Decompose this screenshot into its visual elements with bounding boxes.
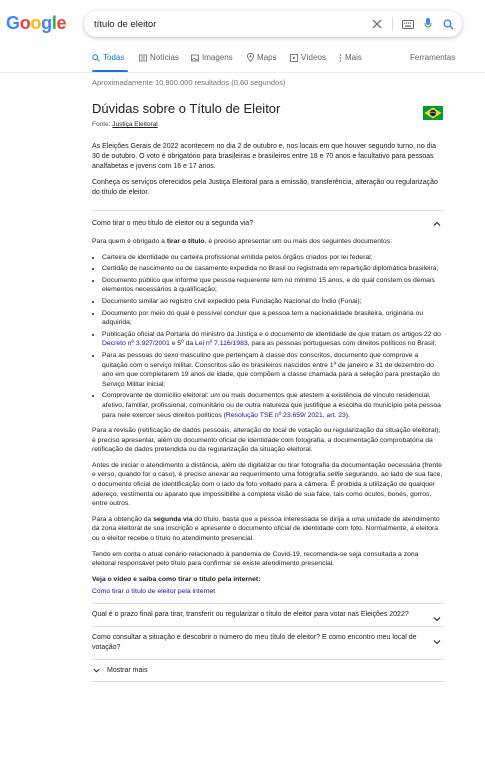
search-icon [92,54,100,62]
tab-images[interactable] [191,53,233,62]
faq-question-text: Qual é o prazo final para tirar, transferir ou regularizar o título de eleitor para votar nas Eleições 2022? [92,611,409,618]
resolution-link[interactable]: Resolução TSE nº 23.659/ 2021, art. 23 [225,411,346,419]
clear-icon[interactable] [369,16,385,32]
tab-more[interactable] [339,53,362,62]
search-input[interactable] [94,15,344,33]
search-tabs [0,50,485,73]
chevron-up-icon [432,219,442,229]
item-text: e 5º da [169,340,196,348]
panel-title: Dúvidas sobre o Título de Eleitor [92,101,281,116]
tab-label: Maps [257,53,277,62]
tab-label: Todas [103,53,125,62]
remote-service-paragraph [92,461,444,509]
tab-news[interactable] [139,53,179,62]
answer-intro [92,237,444,247]
item-text: Publicação oficial da Portaria do ministro da Justiça e o documento de identidade de que tratam os artigos 22 do [102,330,441,338]
documents-list [92,253,444,421]
logo-letter: o [19,13,31,33]
show-more-button[interactable] [92,659,444,681]
logo-letter: e [56,13,67,33]
image-icon [191,54,199,62]
para-text: Para a obtenção da [92,515,154,523]
chevron-down-icon [432,637,442,647]
source-prefix: Fonte: [92,121,113,128]
faq-question-how-to-get[interactable] [92,211,444,237]
tools-button[interactable] [410,53,455,62]
tab-all[interactable] [92,53,124,62]
list-item: • Para as pessoas do sexo masculino que pertençam à classe dos conscritos, documento que comprove a quitação com o serviço militar. Conscritos são os brasileiros nascidos entre 1º de janeiro e 31 de dezembro do ano em que completarem 19 anos de idade, que compõem a classe chamada para a seleção para prestação do Serviço Militar inicial; [102,351,444,389]
search-box [84,11,462,37]
source-link[interactable]: Justiça Eleitoral [112,121,158,128]
microphone-icon[interactable] [420,16,436,32]
tools-label: Ferramentas [410,53,456,62]
search-icon[interactable] [440,16,456,32]
knowledge-panel [92,101,444,682]
tab-videos[interactable] [290,53,326,62]
covid-paragraph: Tendo em conta o atual cenário relacionado à pandemia de Covid-19, recomenda-se seja consultada a zona eleitoral responsável pelo título para confirmar se existe atendimento presencial. [92,550,419,568]
logo-letter: o [30,13,42,33]
video-link-row [92,587,444,597]
tab-label: Vídeos [301,53,326,62]
video-link[interactable]: Como tirar o título de eleitor pela internet [92,588,216,596]
list-item: • Documento por meio do qual é possível concluir que a pessoa tem a nacionalidade brasileira, originária ou adquirida; [102,309,444,328]
item-text: Comprovante de domicílio eleitoral: um ou mais documentos que atestem a existência de vínculo residencial, afetivo, familiar, profissional, comunitário ou de outra natureza que justifique a escolha do município pela pessoa para nele exercer seus direitos políticos ( [102,392,441,419]
logo-letter: G [6,13,20,33]
video-icon [290,54,298,62]
faq-answer [92,237,444,597]
list-item [102,391,444,420]
list-item: • Carteira de identidade ou carteira profissional emitida pelos órgãos criados por lei federal; [102,253,444,263]
chevron-down-icon [432,614,442,624]
faq-question-text: Como consultar a situação e descobrir o número do meu título de eleitor? E como encontro meu local de votação? [92,634,417,651]
active-tab-indicator [92,70,128,72]
intro-bold: tirar o título [166,238,205,245]
news-icon [139,54,147,62]
brazil-flag-icon [423,106,443,120]
intro-text-end: , é preciso apresentar um ou mais dos seguintes documentos: [204,238,392,245]
video-heading-text: Veja o vídeo e saiba como tirar o título pela internet: [92,575,261,583]
logo-letter: g [41,13,52,33]
faq-question-text: Como tirar o meu título de eleitor ou a segunda via? [92,220,254,227]
second-copy-paragraph [92,515,444,544]
item-text: , para as pessoas portuguesas com direitos políticos no Brasil; [247,340,437,348]
search-divider [392,17,393,31]
logo-letter: l [51,13,57,33]
para-text: do título, basta que a pessoa interessada se dirija a uma unidade de atendimento da zona eleitoral de sua inscrição e apresente o documento oficial de identidade com foto. Normalmente, a eleitora ou o eleitor recebe o título no atendimento presencial. [92,515,440,543]
header [0,0,485,46]
map-pin-icon [247,53,254,62]
list-item [102,330,444,349]
divider [92,681,444,682]
panel-header [92,101,444,128]
revision-paragraph: Para a revisão (retificação de dados pessoais, alteração do local de votação ou regularização da situação eleitoral), é preciso apresentar, além do documento oficial de identidade com fotografia, a documentação comprobatória da retificação de dados pretendida ou da regularização da situação eleitoral. [92,427,441,454]
tab-label: Mais [345,53,362,62]
tab-maps[interactable] [247,53,277,62]
tab-label: Notícias [150,53,179,62]
result-stats: Aproximadamente 10.900.000 resultados (0,60 segundos) [92,78,286,87]
faq-accordion [92,210,444,682]
para-text: segurando, ao lado de sua face, o documento oficial de identificação com o lado da foto voltado para a câmera. É proibida a utilização de qualquer adereço, vestimenta ou aparato que impossibilite a completa visão de sua face, tais como óculos, bonés, gorros, entre outros. [92,471,443,508]
decree-link[interactable]: Decreto nº 3.927/2001 [102,340,170,348]
faq-question-deadline[interactable] [92,603,444,626]
google-logo[interactable] [6,13,66,34]
list-item: • Documento público que informe que pessoa requerente tem no mínimo 15 anos, e do qual constem os demais elementos necessários à qualificação; [102,276,444,295]
chevron-down-icon [92,666,101,675]
keyboard-icon[interactable] [400,16,416,32]
second-copy-bold: segunda via [153,515,193,523]
panel-source [92,121,444,128]
para-text: Antes de iniciar o atendimento a distância, além de digitalizar ou tirar fotografia da documentação necessária (frente e verso, quando for o caso), é preciso anexar ao requerimento uma fotografia [92,461,442,479]
video-heading [92,575,444,585]
intro-text: Para quem é obrigado a [92,238,167,245]
law-link[interactable]: Lei nº 7.116/1983 [195,340,248,348]
intro-paragraph: As Eleições Gerais de 2022 acontecem no dia 2 de outubro e, nos locais em que houver segundo turno, no dia 30 de outubro. O voto é obrigatório para brasileiras e brasileiros entre 18 e 70 anos e facultativo para pessoas analfabetas e jovens com 16 e 17 anos. [92,143,437,170]
item-text: ). [345,411,350,419]
selfie-text: selfie [327,471,344,479]
list-item: • Documento similar ao registro civil expedido pela Fundação Nacional do Índio (Funai); [102,297,444,307]
show-more-label: Mostrar mais [107,667,148,674]
faq-question-consult[interactable] [92,626,444,659]
services-paragraph: Conheça os serviços oferecidos pela Justiça Eleitoral para a emissão, transferência, alteração ou regularização do título de eleitor. [92,179,438,196]
list-item: • Certidão de nascimento ou de casamento expedida no Brasil ou registrada em repartição diplomática brasileira; [102,264,444,274]
more-vert-icon [339,54,342,62]
tab-label: Imagens [202,53,233,62]
